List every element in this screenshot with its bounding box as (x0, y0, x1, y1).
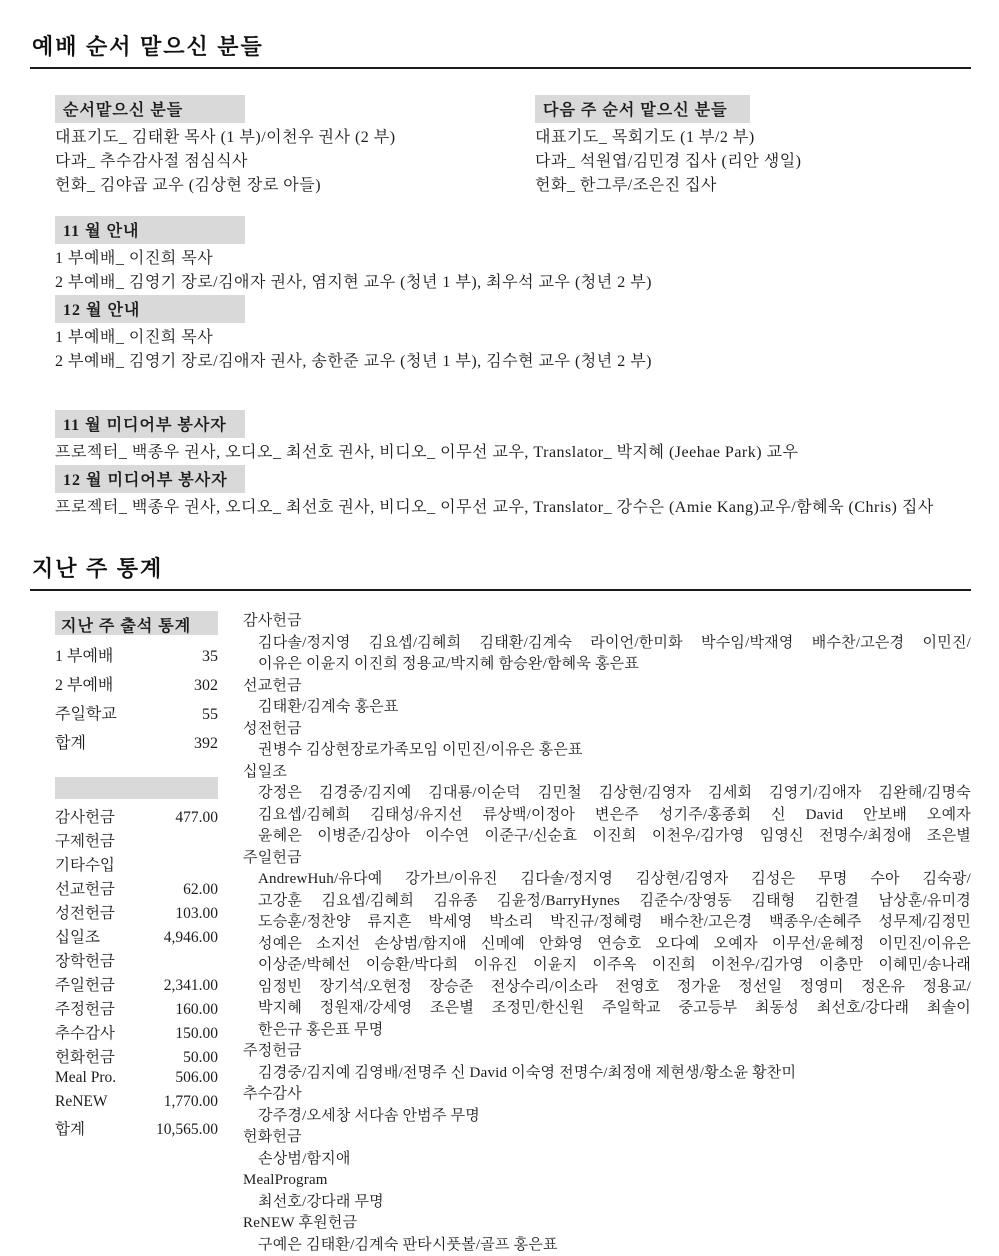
assignment-line: 다과_ 석원엽/김민경 집사 (리안 생일) (535, 150, 971, 174)
donor-section-title: MealProgram (243, 1170, 971, 1192)
section-header: 12 월 미디어부 봉사자 (55, 465, 245, 493)
stats-tables-column (55, 611, 218, 1256)
stat-label: 2 부예배 (55, 672, 113, 695)
donor-section-thanksgiving (243, 611, 971, 676)
november-announcement-section (55, 216, 971, 295)
stat-label: 헌화헌금 (55, 1045, 115, 1067)
donor-line: 강정은 김경중/김지예 김대룡/이순덕 김민철 김상현/김영자 김세회 김영기/김애자 김완해/김명숙 (243, 783, 971, 805)
stat-label: 장학헌금 (55, 949, 115, 971)
stat-label: 합계 (55, 1117, 85, 1139)
donor-section-title: 선교헌금 (243, 676, 971, 698)
donor-line: 이유은 이윤지 이진희 정용교/박지혜 함승완/함혜욱 홍은표 (243, 654, 971, 676)
table-row (55, 697, 218, 726)
stat-value: 1,770.00 (164, 1093, 218, 1111)
section-header: 11 월 미디어부 봉사자 (55, 410, 245, 438)
stat-value: 35 (202, 648, 218, 666)
stats-layout (55, 611, 971, 1256)
title-rule (30, 67, 971, 69)
stat-value: 55 (202, 706, 218, 724)
stats-title: 지난 주 통계 (30, 552, 971, 583)
donor-line: 박지혜 정원재/강세영 조은별 조정민/한신원 주일학교 중고등부 최동성 최선호/강다래 최솔이 (243, 998, 971, 1020)
assignment-line: 프로젝터_ 백종우 권사, 오디오_ 최선호 권사, 비디오_ 이무선 교우, Translator_ 박지혜 (Jeehae Park) 교우 (55, 441, 971, 465)
donor-line: 성예은 소지선 손상범/함지애 신메예 안화영 연승호 오다예 오예자 이무선/윤혜정 이민진/이유은 (243, 934, 971, 956)
donor-line: 구예은 김태환/김계숙 판타시풋볼/골프 홍은표 (243, 1235, 971, 1256)
stat-value: 2,341.00 (164, 977, 218, 995)
donor-section-title: 주일헌금 (243, 848, 971, 870)
offering-table-header (55, 777, 218, 799)
table-row (55, 803, 218, 827)
donor-section-title: ReNEW 후원헌금 (243, 1213, 971, 1235)
donor-line: 강주경/오세창 서다솜 안범주 무명 (243, 1106, 971, 1128)
donor-line: 고강훈 김요셉/김혜희 김유종 김윤정/BarryHynes 김준수/장영동 김태형 김한결 남상훈/유미경 (243, 891, 971, 913)
stat-value: 302 (194, 677, 218, 695)
stat-value: 150.00 (175, 1025, 218, 1043)
assignment-line: 프로젝터_ 백종우 권사, 오디오_ 최선호 권사, 비디오_ 이무선 교우, Translator_ 강수은 (Amie Kang)교우/함혜욱 (Chris) 집사 (55, 496, 971, 520)
assignment-line: 헌화_ 한그루/조은진 집사 (535, 174, 971, 198)
assignment-line: 1 부예배_ 이진희 목사 (55, 247, 971, 271)
donor-line: 임정빈 장기석/오현정 장승준 전상수리/이소라 전영호 정가윤 정선일 정영미 정온유 정용교/ (243, 977, 971, 999)
table-row (55, 851, 218, 875)
donor-line: 이상준/박혜선 이승환/박다희 이유진 이윤지 이주옥 이진희 이천우/김가영 이충만 이혜민/송나래 (243, 955, 971, 977)
donor-section-mission (243, 676, 971, 719)
stat-value: 103.00 (175, 905, 218, 923)
donor-line: AndrewHuh/유다예 강가브/이유진 김다솔/정지영 김상현/김영자 김성은 무명 수아 김숙광/ (243, 869, 971, 891)
next-week-assignments-section (535, 95, 971, 198)
section-header: 11 월 안내 (55, 216, 245, 244)
donor-section-meal-program (243, 1170, 971, 1213)
table-row (55, 923, 218, 947)
december-announcement-section (55, 295, 971, 374)
assignment-line: 헌화_ 김야곱 교우 (김상현 장로 아들) (55, 174, 535, 198)
table-row (55, 639, 218, 668)
attendance-table (55, 639, 218, 755)
table-row (55, 995, 218, 1019)
stat-value: 50.00 (183, 1049, 218, 1067)
stat-label: ReNEW (55, 1093, 108, 1111)
donor-line: 김경중/김지예 김영배/전명주 신 David 이숙영 전명수/최정애 제현생/황소윤 황찬미 (243, 1063, 971, 1085)
table-row (55, 827, 218, 851)
table-row (55, 899, 218, 923)
donor-section-title: 추수감사 (243, 1084, 971, 1106)
donor-section-sunday (243, 848, 971, 1042)
donor-line: 윤혜은 이병준/김상아 이수연 이준구/신순효 이진희 이천우/김가영 임영신 전명수/최정애 조은별 (243, 826, 971, 848)
assignment-line: 다과_ 추수감사절 점심식사 (55, 150, 535, 174)
donor-section-flower (243, 1127, 971, 1170)
section-header: 다음 주 순서 맡으신 분들 (535, 95, 750, 123)
donor-section-building (243, 719, 971, 762)
donor-section-midweek (243, 1041, 971, 1084)
stat-label: 십일조 (55, 925, 100, 947)
donor-line: 한은규 홍은표 무명 (243, 1020, 971, 1042)
offering-table (55, 803, 218, 1139)
stat-label: 성전헌금 (55, 901, 115, 923)
page-title: 예배 순서 맡으신 분들 (30, 30, 971, 61)
donor-line: 도승훈/정찬양 류지흔 박세영 박소리 박진규/정혜령 배수찬/고은경 백종우/손혜주 성무제/김정민 (243, 912, 971, 934)
table-row (55, 947, 218, 971)
stat-value: 160.00 (175, 1001, 218, 1019)
november-media-section (55, 410, 971, 465)
stat-label: Meal Pro. (55, 1069, 116, 1087)
assignment-line: 1 부예배_ 이진희 목사 (55, 326, 971, 350)
stat-label: 주일학교 (55, 701, 117, 724)
donor-line: 권병수 김상현장로가족모임 이민진/이유은 홍은표 (243, 740, 971, 762)
donor-section-harvest (243, 1084, 971, 1127)
stat-label: 기타수입 (55, 853, 115, 875)
donor-line: 최선호/강다래 무명 (243, 1192, 971, 1214)
stat-label: 합계 (55, 730, 86, 753)
donor-section-title: 성전헌금 (243, 719, 971, 741)
table-row (55, 726, 218, 755)
donor-line: 김다솔/정지영 김요셉/김혜희 김태환/김계숙 라이언/한미화 박수임/박재영 배수찬/고은경 이민진/ (243, 633, 971, 655)
stat-label: 주일헌금 (55, 973, 115, 995)
donors-column (243, 611, 971, 1256)
stat-value: 62.00 (183, 881, 218, 899)
table-row (55, 1091, 218, 1115)
section-header: 순서맡으신 분들 (55, 95, 245, 123)
table-row (55, 1115, 218, 1139)
table-row (55, 1043, 218, 1067)
stat-label: 선교헌금 (55, 877, 115, 899)
donor-section-tithe (243, 762, 971, 848)
donor-section-title: 주정헌금 (243, 1041, 971, 1063)
table-row (55, 875, 218, 899)
assignment-columns (55, 95, 971, 198)
donor-section-title: 헌화헌금 (243, 1127, 971, 1149)
table-row (55, 1067, 218, 1091)
section-header: 12 월 안내 (55, 295, 245, 323)
current-assignments-section (55, 95, 535, 198)
stat-label: 감사헌금 (55, 805, 115, 827)
donor-line: 김태환/김계숙 홍은표 (243, 697, 971, 719)
stat-label: 추수감사 (55, 1021, 115, 1043)
december-media-section (55, 465, 971, 520)
table-row (55, 971, 218, 995)
table-row (55, 1019, 218, 1043)
stat-value: 477.00 (175, 809, 218, 827)
stats-title-rule (30, 589, 971, 591)
assignment-line: 대표기도_ 목회기도 (1 부/2 부) (535, 126, 971, 150)
stat-value: 10,565.00 (156, 1121, 218, 1139)
donor-line: 김요셉/김혜희 김태성/유지선 류상백/이정아 변은주 성기주/홍종회 신 David 안보배 오예자 (243, 805, 971, 827)
stat-label: 구제헌금 (55, 829, 115, 851)
stat-label: 1 부예배 (55, 643, 113, 666)
table-row (55, 668, 218, 697)
stat-value: 4,946.00 (164, 929, 218, 947)
attendance-table-header: 지난 주 출석 통계 (55, 611, 218, 635)
donor-section-title: 감사헌금 (243, 611, 971, 633)
assignment-line: 대표기도_ 김태환 목사 (1 부)/이천우 권사 (2 부) (55, 126, 535, 150)
assignment-line: 2 부예배_ 김영기 장로/김애자 권사, 염지현 교우 (청년 1 부), 최우석 교우 (청년 2 부) (55, 271, 971, 295)
stat-value: 506.00 (175, 1069, 218, 1087)
stat-label: 주정헌금 (55, 997, 115, 1019)
stat-value: 392 (194, 735, 218, 753)
donor-section-renew (243, 1213, 971, 1256)
assignment-line: 2 부예배_ 김영기 장로/김애자 권사, 송한준 교우 (청년 1 부), 김수현 교우 (청년 2 부) (55, 350, 971, 374)
donor-line: 손상범/함지애 (243, 1149, 971, 1171)
donor-section-title: 십일조 (243, 762, 971, 784)
